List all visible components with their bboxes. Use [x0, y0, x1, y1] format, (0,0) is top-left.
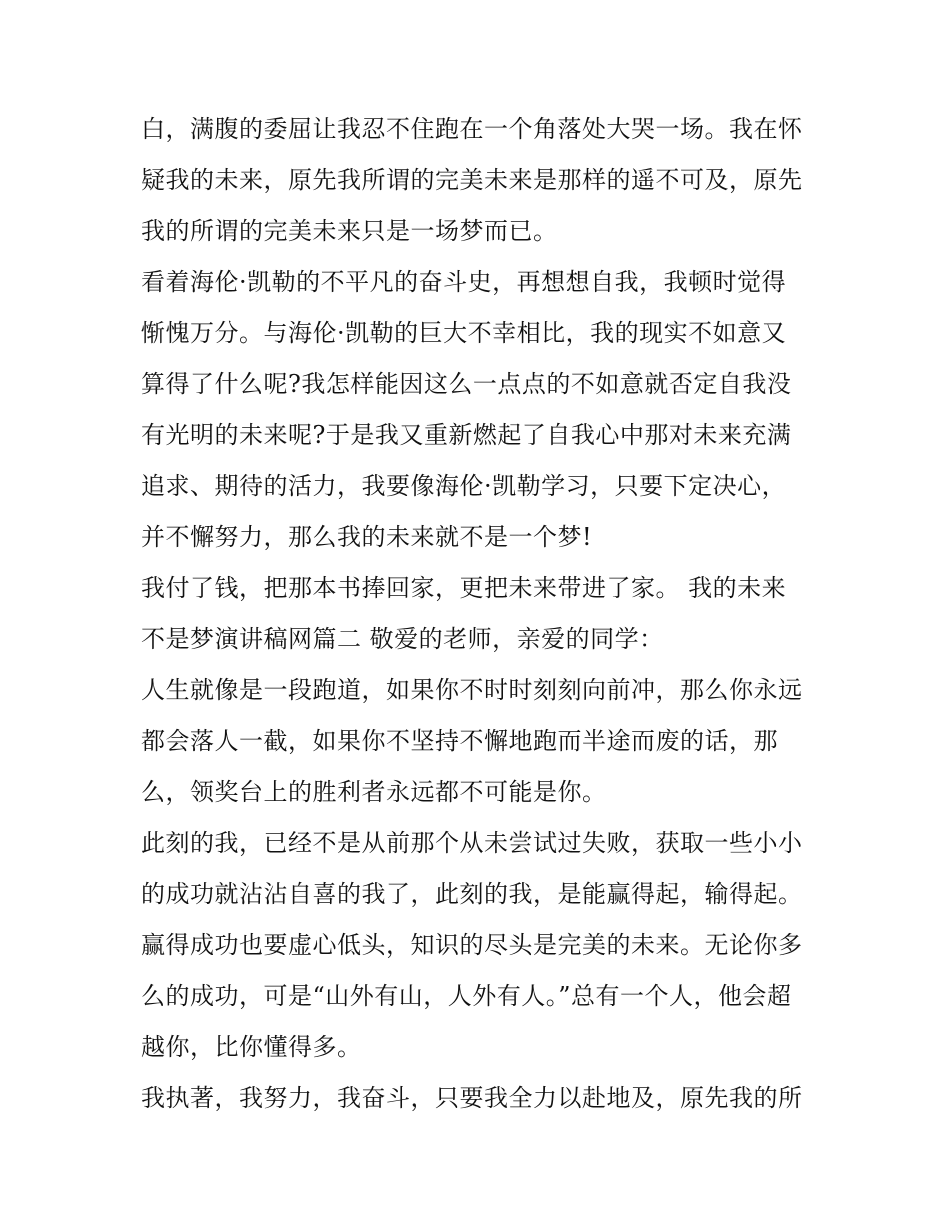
- text-line: 都会落人一截，如果你不坚持不懈地跑而半途而废的话，那: [141, 727, 778, 755]
- text-line: 此刻的我，已经不是从前那个从未尝试过失败，获取一些小小: [141, 829, 803, 857]
- text-line: 算得了什么呢?我怎样能因这么一点点的不如意就否定自我没: [141, 370, 792, 398]
- text-line: 疑我的未来，原先我所谓的完美未来是那样的遥不可及，原先: [141, 166, 803, 194]
- text-line: 么，领奖台上的胜利者永远都不可能是你。: [141, 778, 607, 806]
- text-line: 惭愧万分。与海伦·凯勒的巨大不幸相比，我的现实不如意又: [141, 319, 787, 347]
- text-line: 赢得成功也要虚心低头，知识的尽头是完美的未来。无论你多: [141, 931, 803, 959]
- text-line: 我的所谓的完美未来只是一场梦而已。: [141, 217, 558, 245]
- text-line: 么的成功，可是“山外有山，人外有人。”总有一个人，他会超: [141, 982, 792, 1010]
- text-line: 的成功就沾沾自喜的我了，此刻的我，是能赢得起，输得起。: [141, 880, 803, 908]
- text-line: 我执著，我努力，我奋斗，只要我全力以赴地及，原先我的所: [141, 1084, 803, 1112]
- text-line: 看着海伦·凯勒的不平凡的奋斗史，再想想自我，我顿时觉得: [141, 268, 787, 296]
- text-line: 不是梦演讲稿网篇二 敬爱的老师，亲爱的同学：: [141, 625, 664, 653]
- text-line: 有光明的未来呢?于是我又重新燃起了自我心中那对未来充满: [141, 421, 792, 449]
- text-line: 越你，比你懂得多。: [141, 1033, 362, 1061]
- text-line: 人生就像是一段跑道，如果你不时时刻刻向前冲，那么你永远: [141, 676, 803, 704]
- text-line: 并不懈努力，那么我的未来就不是一个梦!: [141, 523, 593, 551]
- document-body: [141, 108, 821, 1128]
- text-line: 追求、期待的活力，我要像海伦·凯勒学习，只要下定决心，: [141, 472, 787, 500]
- text-line: 我付了钱，把那本书捧回家，更把未来带进了家。 我的未来: [141, 574, 787, 602]
- text-line: 白，满腹的委屈让我忍不住跑在一个角落处大哭一场。我在怀: [141, 115, 803, 143]
